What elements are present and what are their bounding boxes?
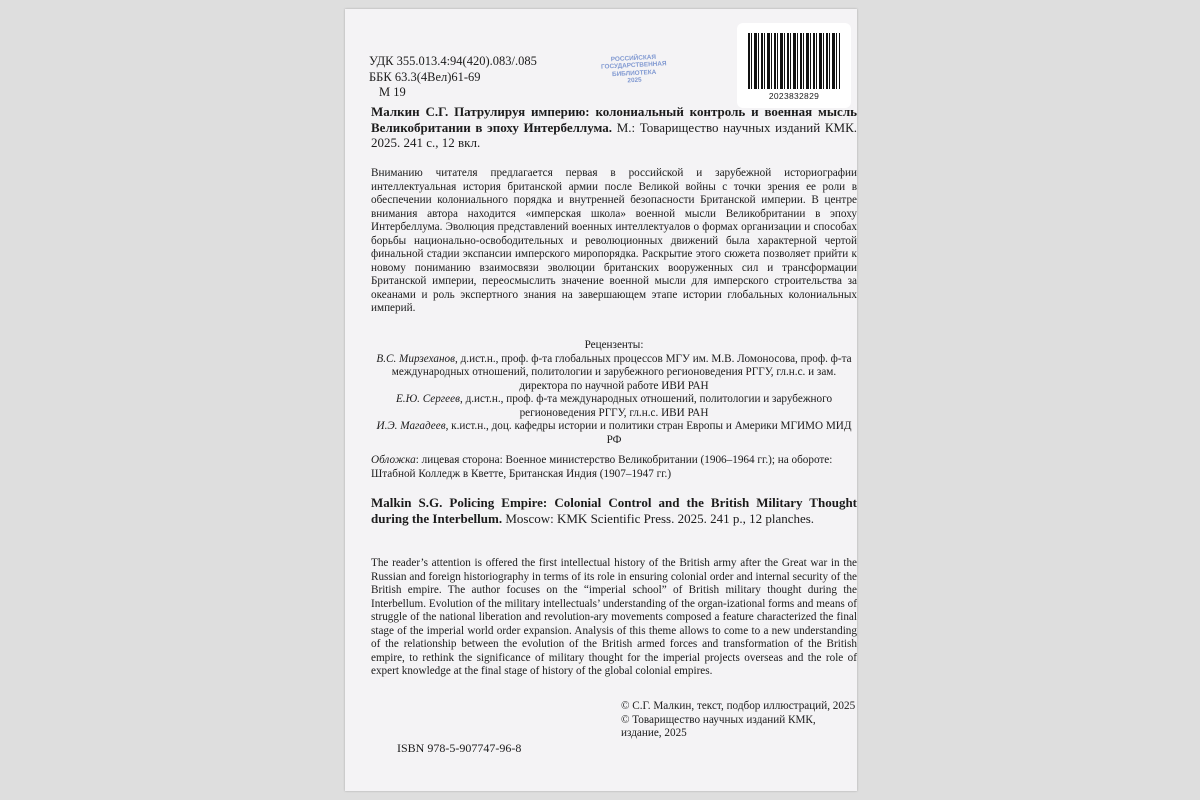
reviewer-entry: [371, 393, 857, 420]
barcode-sticker: [737, 23, 851, 108]
cover-note: [371, 454, 857, 481]
cover-text: : лицевая сторона: Военное министерство Великобритании (1906–1964 гг.); на обороте: Штабной Колледж в Кветте, Британская Индия (1907–1947 гг.): [371, 454, 833, 480]
classification-codes: [369, 54, 537, 101]
stamp-year: 2025: [627, 76, 642, 85]
library-stamp: [596, 53, 671, 86]
reviewer-details: , к.ист.н., доц. кафедры истории и политики стран Европы и Америки МГИМО МИД РФ: [445, 420, 852, 446]
book-page: [345, 9, 857, 791]
stamp-line: РОССИЙСКАЯ: [610, 53, 657, 64]
reviewer-details: , д.ист.н., проф. ф-та глобальных процессов МГУ им. М.В. Ломоносова, проф. ф-та международных отношений, политологии и зарубежного регионоведения РГГУ, гл.н.с. и зам. директора по научной работе ИВИ РАН: [391, 352, 852, 392]
russian-abstract: Вниманию читателя предлагается первая в российской и зарубежной историографии интеллектуальная история британской армии после Великой войны с точки зрения ее роли в обеспечении колониального порядка и внутренней безопасности Британской империи. В центре внимания автора находится «имперская школа» военной мысли Великобритании в эпоху Интербеллума. Эволюция представлений военных интеллектуалов о формах организации и способах борьбы национально-освободительных и революционных движений была характерной чертой финальной стадии экспансии имперского миропорядка. Раскрытие этого сюжета позволяет прийти к новому пониманию взаимосвязи эволюции британских вооруженных сил и трансформации Британской империи, переосмыслить значение военной мысли для имперского строительства за океанами и роль экспертного знания на завершающем этапе истории глобальных колониальных империй.: [371, 167, 857, 314]
copyright-line: © С.Г. Малкин, текст, подбор иллюстраций, 2025: [621, 700, 856, 712]
reviewer-name: В.С. Мирзеханов: [376, 352, 455, 365]
reviewer-name: И.Э. Магадеев: [376, 420, 446, 432]
author-mark: М 19: [379, 85, 406, 99]
copyright-line: © Товарищество научных изданий КМК, издание, 2025: [621, 713, 816, 740]
udk-code: УДК 355.013.4:94(420).083/.085: [369, 54, 537, 68]
english-imprint: Moscow: KMK Scientific Press. 2025. 241 p., 12 planches.: [505, 510, 815, 526]
english-bibliographic-entry: [371, 495, 857, 526]
reviewer-entry: [371, 420, 857, 447]
reviewers-block: [371, 339, 857, 447]
reviewer-name: Е.Ю. Сергеев: [395, 393, 460, 405]
reviewers-heading: Рецензенты:: [584, 339, 644, 351]
barcode-bars: [748, 33, 840, 89]
reviewer-entry: [371, 353, 857, 394]
isbn: ISBN 978-5-907747-96-8: [397, 741, 522, 755]
copyright-block: [621, 700, 857, 741]
stamp-line: БИБЛИОТЕКА: [611, 68, 657, 78]
english-abstract: The reader’s attention is offered the first intellectual history of the British army after the Great war in the Russian and foreign historiography in terms of its role in ensuring colonial order and internal security of the British empire. The author focuses on the “imperial school” of British military thought during the Interbellum. Evolution of the military intellectuals’ understanding of the organ-izational forms and means of struggle of the national liberation and revolution-ary movements composed a feature characterized the final stage of the imperial world order expansion. Analysis of this theme allows to come to a new understanding of the relationship between the evolution of the British armed forces and transformation of the British empire, to rethink the significance of military thought for the imperial projects overseas and the role of expert knowledge at the final stage of history of the global colonial empires.: [371, 557, 857, 677]
russian-title: Малкин С.Г. Патрулируя империю: колониальный контроль и военная мысль Великобритании в эпоху Интербеллума.: [371, 104, 857, 135]
stamp-line: ГОСУДАРСТВЕННАЯ: [600, 60, 667, 72]
reviewer-details: , д.ист.н., проф. ф-та международных отношений, политологии и зарубежного регионоведения РГГУ, гл.н.с. ИВИ РАН: [459, 393, 833, 419]
english-title: Malkin S.G. Policing Empire: Colonial Control and the British Military Thought during the Interbellum.: [371, 495, 857, 526]
barcode-number: 2023832829: [768, 91, 820, 101]
cover-label: Обложка: [371, 454, 416, 466]
russian-imprint: М.: Товарищество научных изданий КМК. 2025. 241 с., 12 вкл.: [371, 119, 857, 151]
bbk-code: ББК 63.3(4Вел)61-69: [369, 69, 481, 84]
russian-bibliographic-entry: [371, 104, 857, 151]
